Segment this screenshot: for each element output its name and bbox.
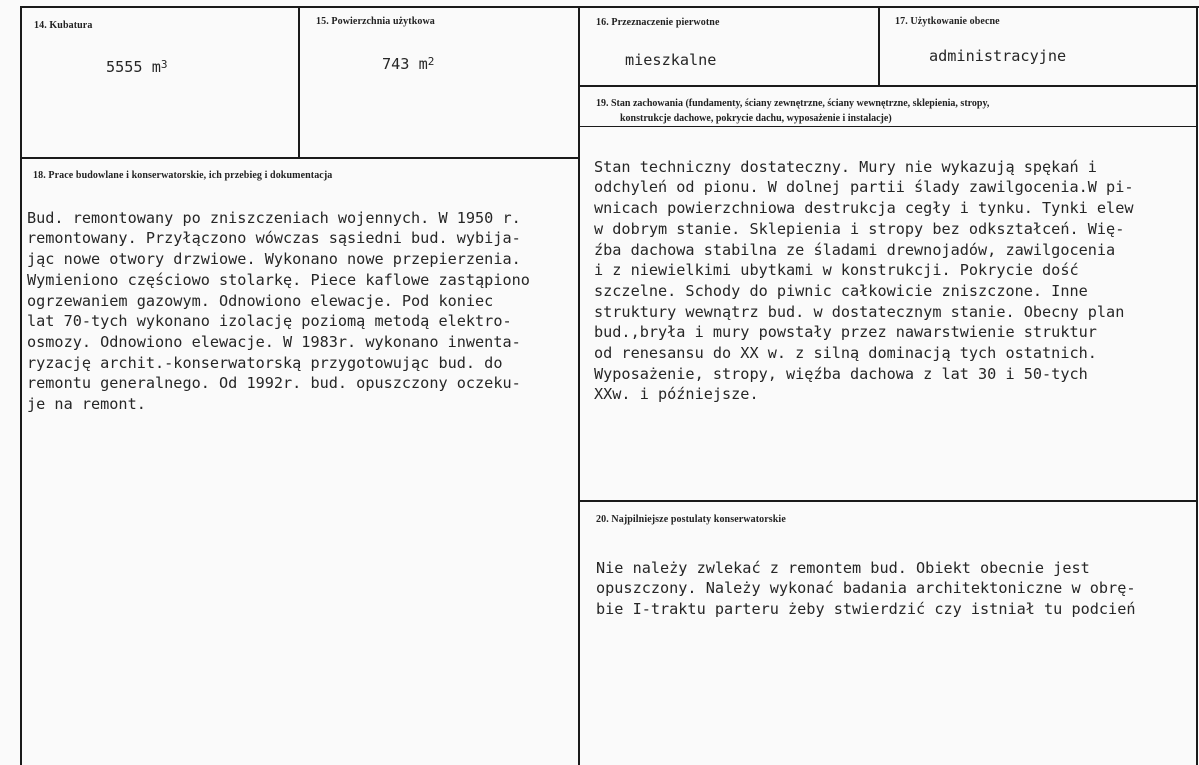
text-line: Bud. remontowany po zniszczeniach wojennych. W 1950 r. [27,208,521,227]
text-line: lat 70-tych wykonano izolację poziomą metodą elektro- [27,312,512,331]
text-line: wnicach powierzchniowa destrukcja cegły i tynku. Tynki elew [594,199,1134,218]
text-line: ryzację archit.-konserwatorską przygotowując bud. do [27,353,503,372]
field-label-powierzchnia: 15. Powierzchnia użytkowa [316,16,435,27]
field-label-stan [596,96,989,126]
text-line: od renesansu do XX w. z silną dominacją tych ostatnich. [594,344,1097,363]
field-label-postulaty: 20. Najpilniejsze postulaty konserwatorskie [596,514,786,525]
field-text-prace [27,187,530,456]
text-line: struktury wewnątrz bud. w dostatecznym stanie. Obecny plan [594,302,1125,321]
text-line: Wymieniono częściowo stolarkę. Piece kaflowe zastąpiono [27,270,530,289]
text-line: ogrzewaniem gazowym. Odnowiono elewacje. Pod koniec [27,291,494,310]
text-line: XXw. i późniejsze. [594,385,759,404]
text-line: remontowany. Przyłączono wówczas sąsiedni bud. wybija- [27,229,521,248]
text-line: szczelne. Schody do piwnic całkowicie zniszczone. Inne [594,281,1088,300]
field-label-prace: 18. Prace budowlane i konserwatorskie, ich przebieg i dokumentacja [33,170,333,181]
field-value-powierzchnia: 743 $m^2$ [382,55,435,73]
field-value-uzytkowanie: administracyjne [929,47,1067,65]
divider-h-14-18 [22,157,579,159]
field-label-uzytkowanie: 17. Użytkowanie obecne [895,16,1000,27]
text-line: opuszczony. Należy wykonać badania architektoniczne w obrę- [596,579,1136,598]
divider-v-16-17 [878,6,880,86]
text-line: źba dachowa stabilna ze śladami drewnojadów, zawilgocenia [594,240,1116,259]
text-line: Stan techniczny dostateczny. Mury nie wykazują spękań i [594,157,1097,176]
field-label-przeznaczenie: 16. Przeznaczenie pierwotne [596,17,720,28]
field-label-kubatura: 14. Kubatura [34,20,93,31]
text-line: Nie należy zwlekać z remontem bud. Obiekt obecnie jest [596,558,1090,577]
text-line: osmozy. Odnowiono elewacje. W 1983r. wykonano inwenta- [27,332,521,351]
label-line: konstrukcje dachowe, pokrycie dachu, wyposażenie i instalacje) [620,113,892,124]
field-text-postulaty [596,537,1135,661]
divider-h-16-19 [580,85,1197,87]
divider-v-main [578,6,580,765]
divider-h-19-content [580,126,1197,127]
right-border [1196,6,1198,765]
text-line: jąc nowe otwory drzwiowe. Wykonano nowe przepierzenia. [27,250,521,269]
text-line: w dobrym stanie. Sklepienia i stropy bez odkształceń. Wię- [594,219,1125,238]
field-value-kubatura: 5555 $m^3$ [106,58,168,76]
text-line: remontu generalnego. Od 1992r. bud. opuszczony oczeku- [27,374,521,393]
text-line: Wyposażenie, stropy, więźba dachowa z lat 30 i 50-tych [594,364,1088,383]
field-value-przeznaczenie: mieszkalne [625,51,717,69]
label-line: 19. Stan zachowania (fundamenty, ściany zewnętrzne, ściany wewnętrzne, sklepienia, stropy, [596,98,990,109]
left-border [20,6,22,765]
text-line: je na remont. [27,395,146,414]
top-border [22,6,1199,8]
text-line: odchyleń od pionu. W dolnej partii ślady zawilgocenia.W pi- [594,178,1134,197]
divider-h-19-20 [580,500,1197,502]
text-line: i z niewielkimi ubytkami w konstrukcji. Pokrycie dość [594,261,1079,280]
text-line: bie I-traktu parteru żeby stwierdzić czy istniał tu podcień [596,600,1136,619]
text-line: bud.,bryła i mury powstały przez nawarstwienie struktur [594,323,1097,342]
field-text-stan [594,136,1133,447]
divider-v-14-15 [298,6,300,158]
